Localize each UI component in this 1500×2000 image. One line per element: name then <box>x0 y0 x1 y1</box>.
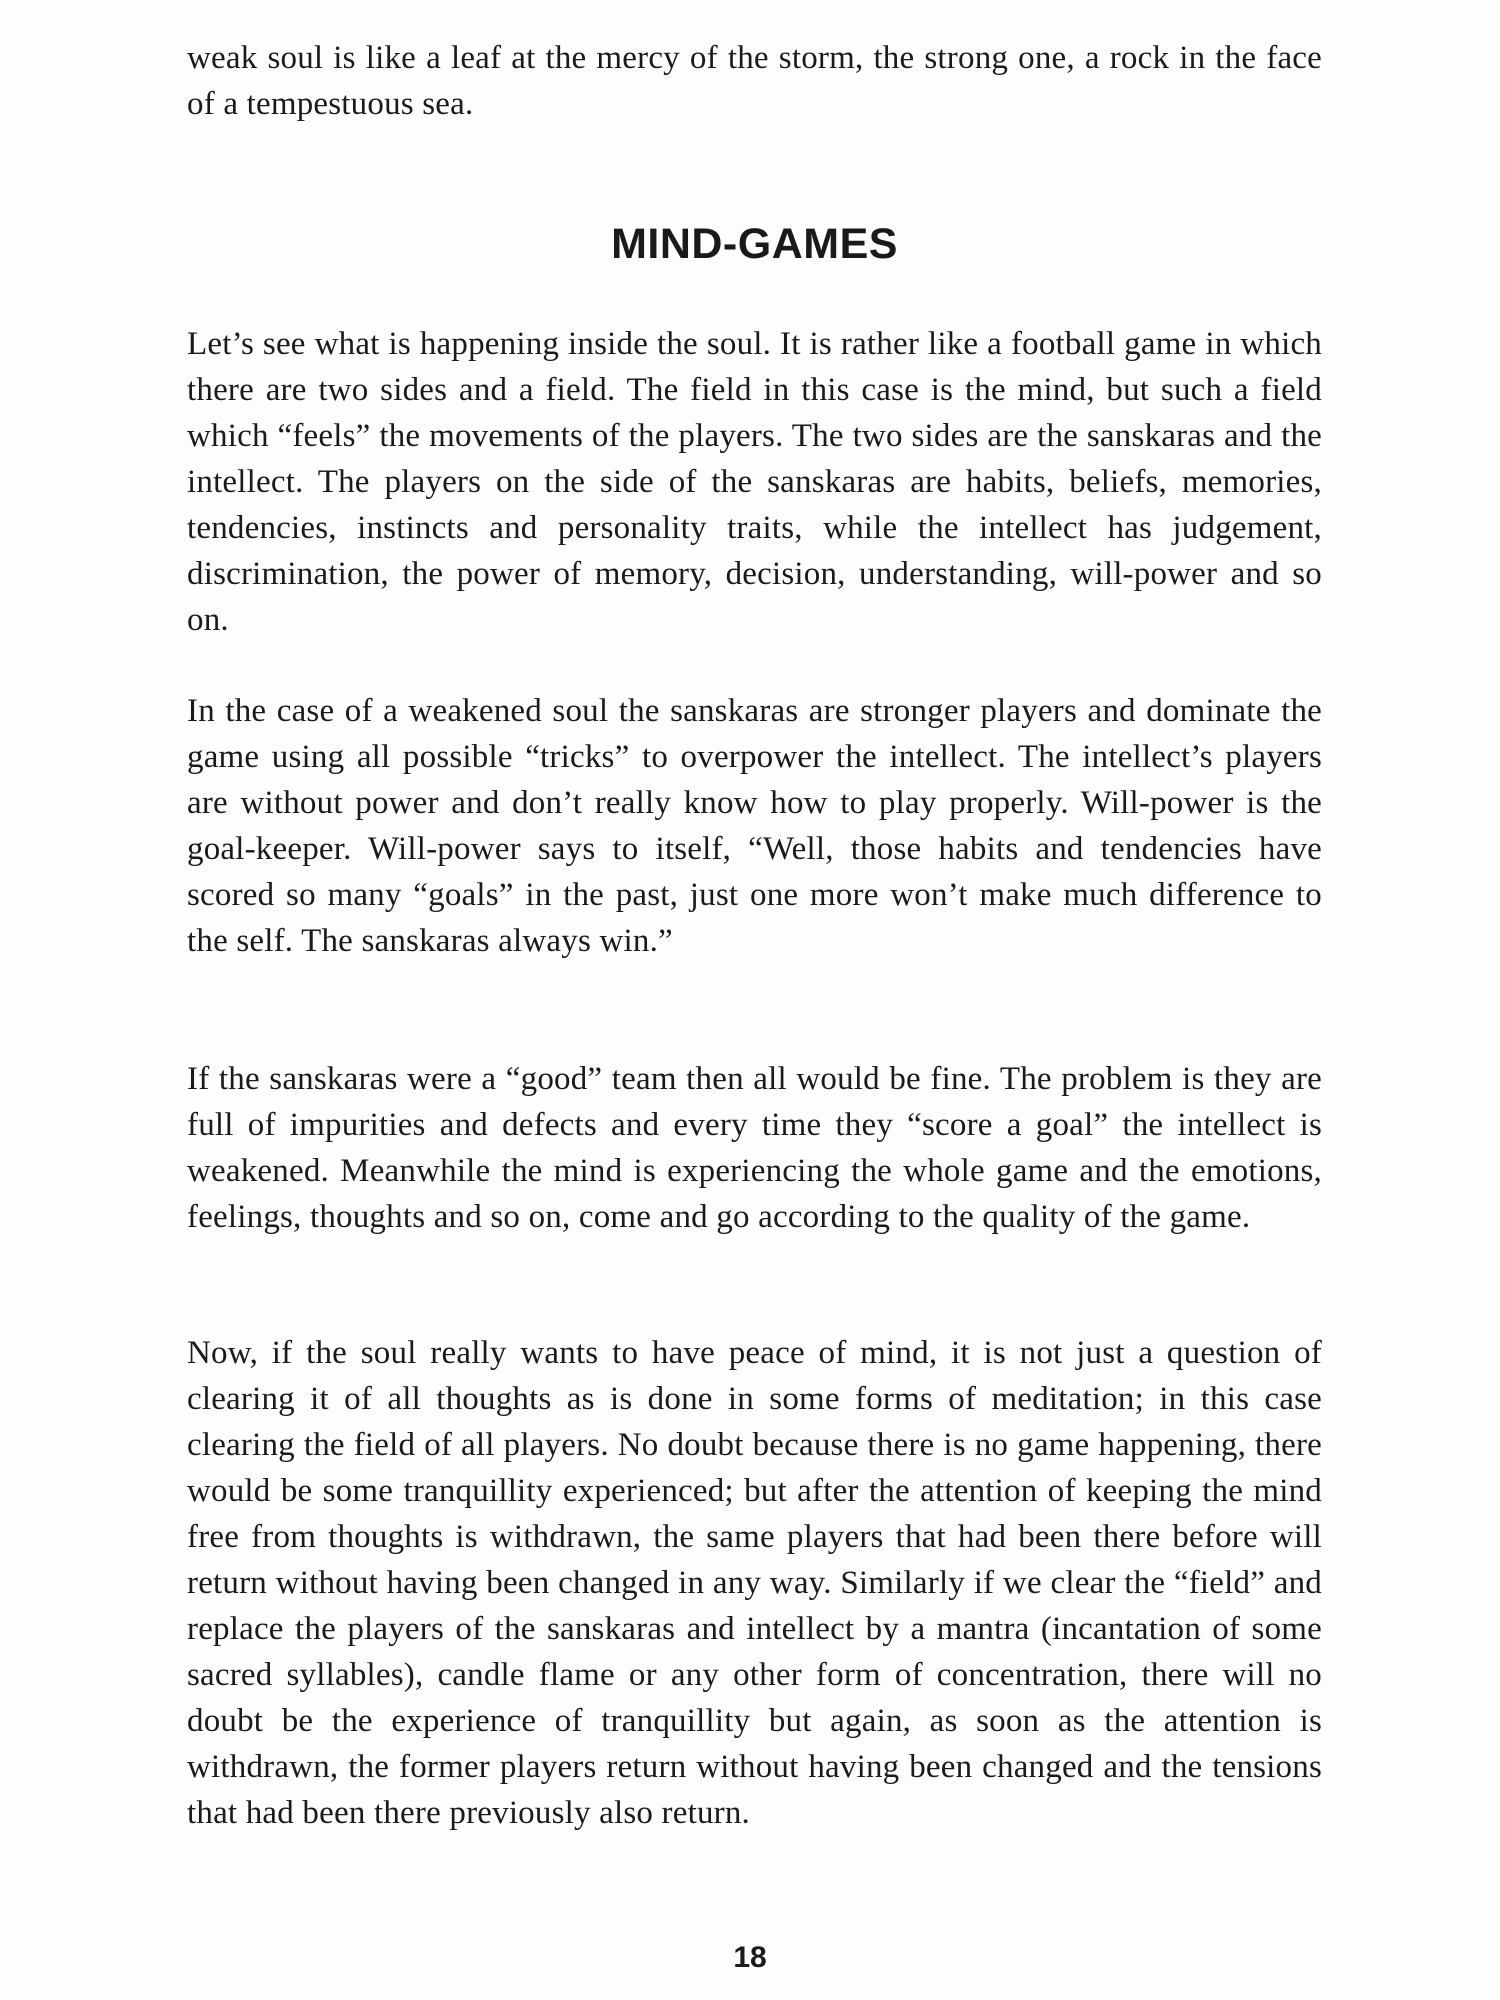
paragraph-good-team: If the sanskaras were a “good” team then all would be fine. The problem is they are full of impurities and defects and every time they “score a goal” the intellect is weakened. Meanwhile the mind is experiencing the whole game and the emotions, feelings, thoughts and so on, come and go according to the quality of the game. <box>187 1061 1322 1235</box>
opening-paragraph: weak soul is like a leaf at the mercy of the storm, the strong one, a rock in the face of a tempestuous sea. <box>187 40 1322 122</box>
section-heading: MIND-GAMES <box>611 220 898 268</box>
paragraph-weakened-soul: In the case of a weakened soul the sanskaras are stronger players and dominate the game using all possible “tricks” to overpower the intellect. The intellect’s players are without power and don’t really know how to play properly. Will-power is the goal-keeper. Will-power says to itself, “Well, those habits and tendencies have scored so many “goals” in the past, just one more won’t make much difference to the self. The sanskaras always win.” <box>187 693 1322 959</box>
paragraph-football-analogy: Let’s see what is happening inside the soul. It is rather like a football game in which there are two sides and a field. The field in this case is the mind, but such a field which “feels” the movements of the players. The two sides are the sanskaras and the intellect. The players on the side of the sanskaras are habits, beliefs, memories, tendencies, instincts and personality traits, while the intellect has judgement, discrimination, the power of memory, decision, understanding, will-power and so on. <box>187 326 1322 638</box>
page-number: 18 <box>733 1941 767 1974</box>
paragraph-peace-of-mind: Now, if the soul really wants to have peace of mind, it is not just a question of clearing it of all thoughts as is done in some forms of meditation; in this case clearing the field of all players. No doubt because there is no game happening, there would be some tranquillity experienced; but after the attention of keeping the mind free from thoughts is withdrawn, the same players that had been there before will return without having been changed in any way. Similarly if we clear the “field” and replace the players of the sanskaras and intellect by a mantra (incantation of some sacred syllables), candle flame or any other form of concentration, there will no doubt be the experience of tranquillity but again, as soon as the attention is withdrawn, the former players return without having been changed and the tensions that had been there previously also return. <box>187 1335 1322 1831</box>
